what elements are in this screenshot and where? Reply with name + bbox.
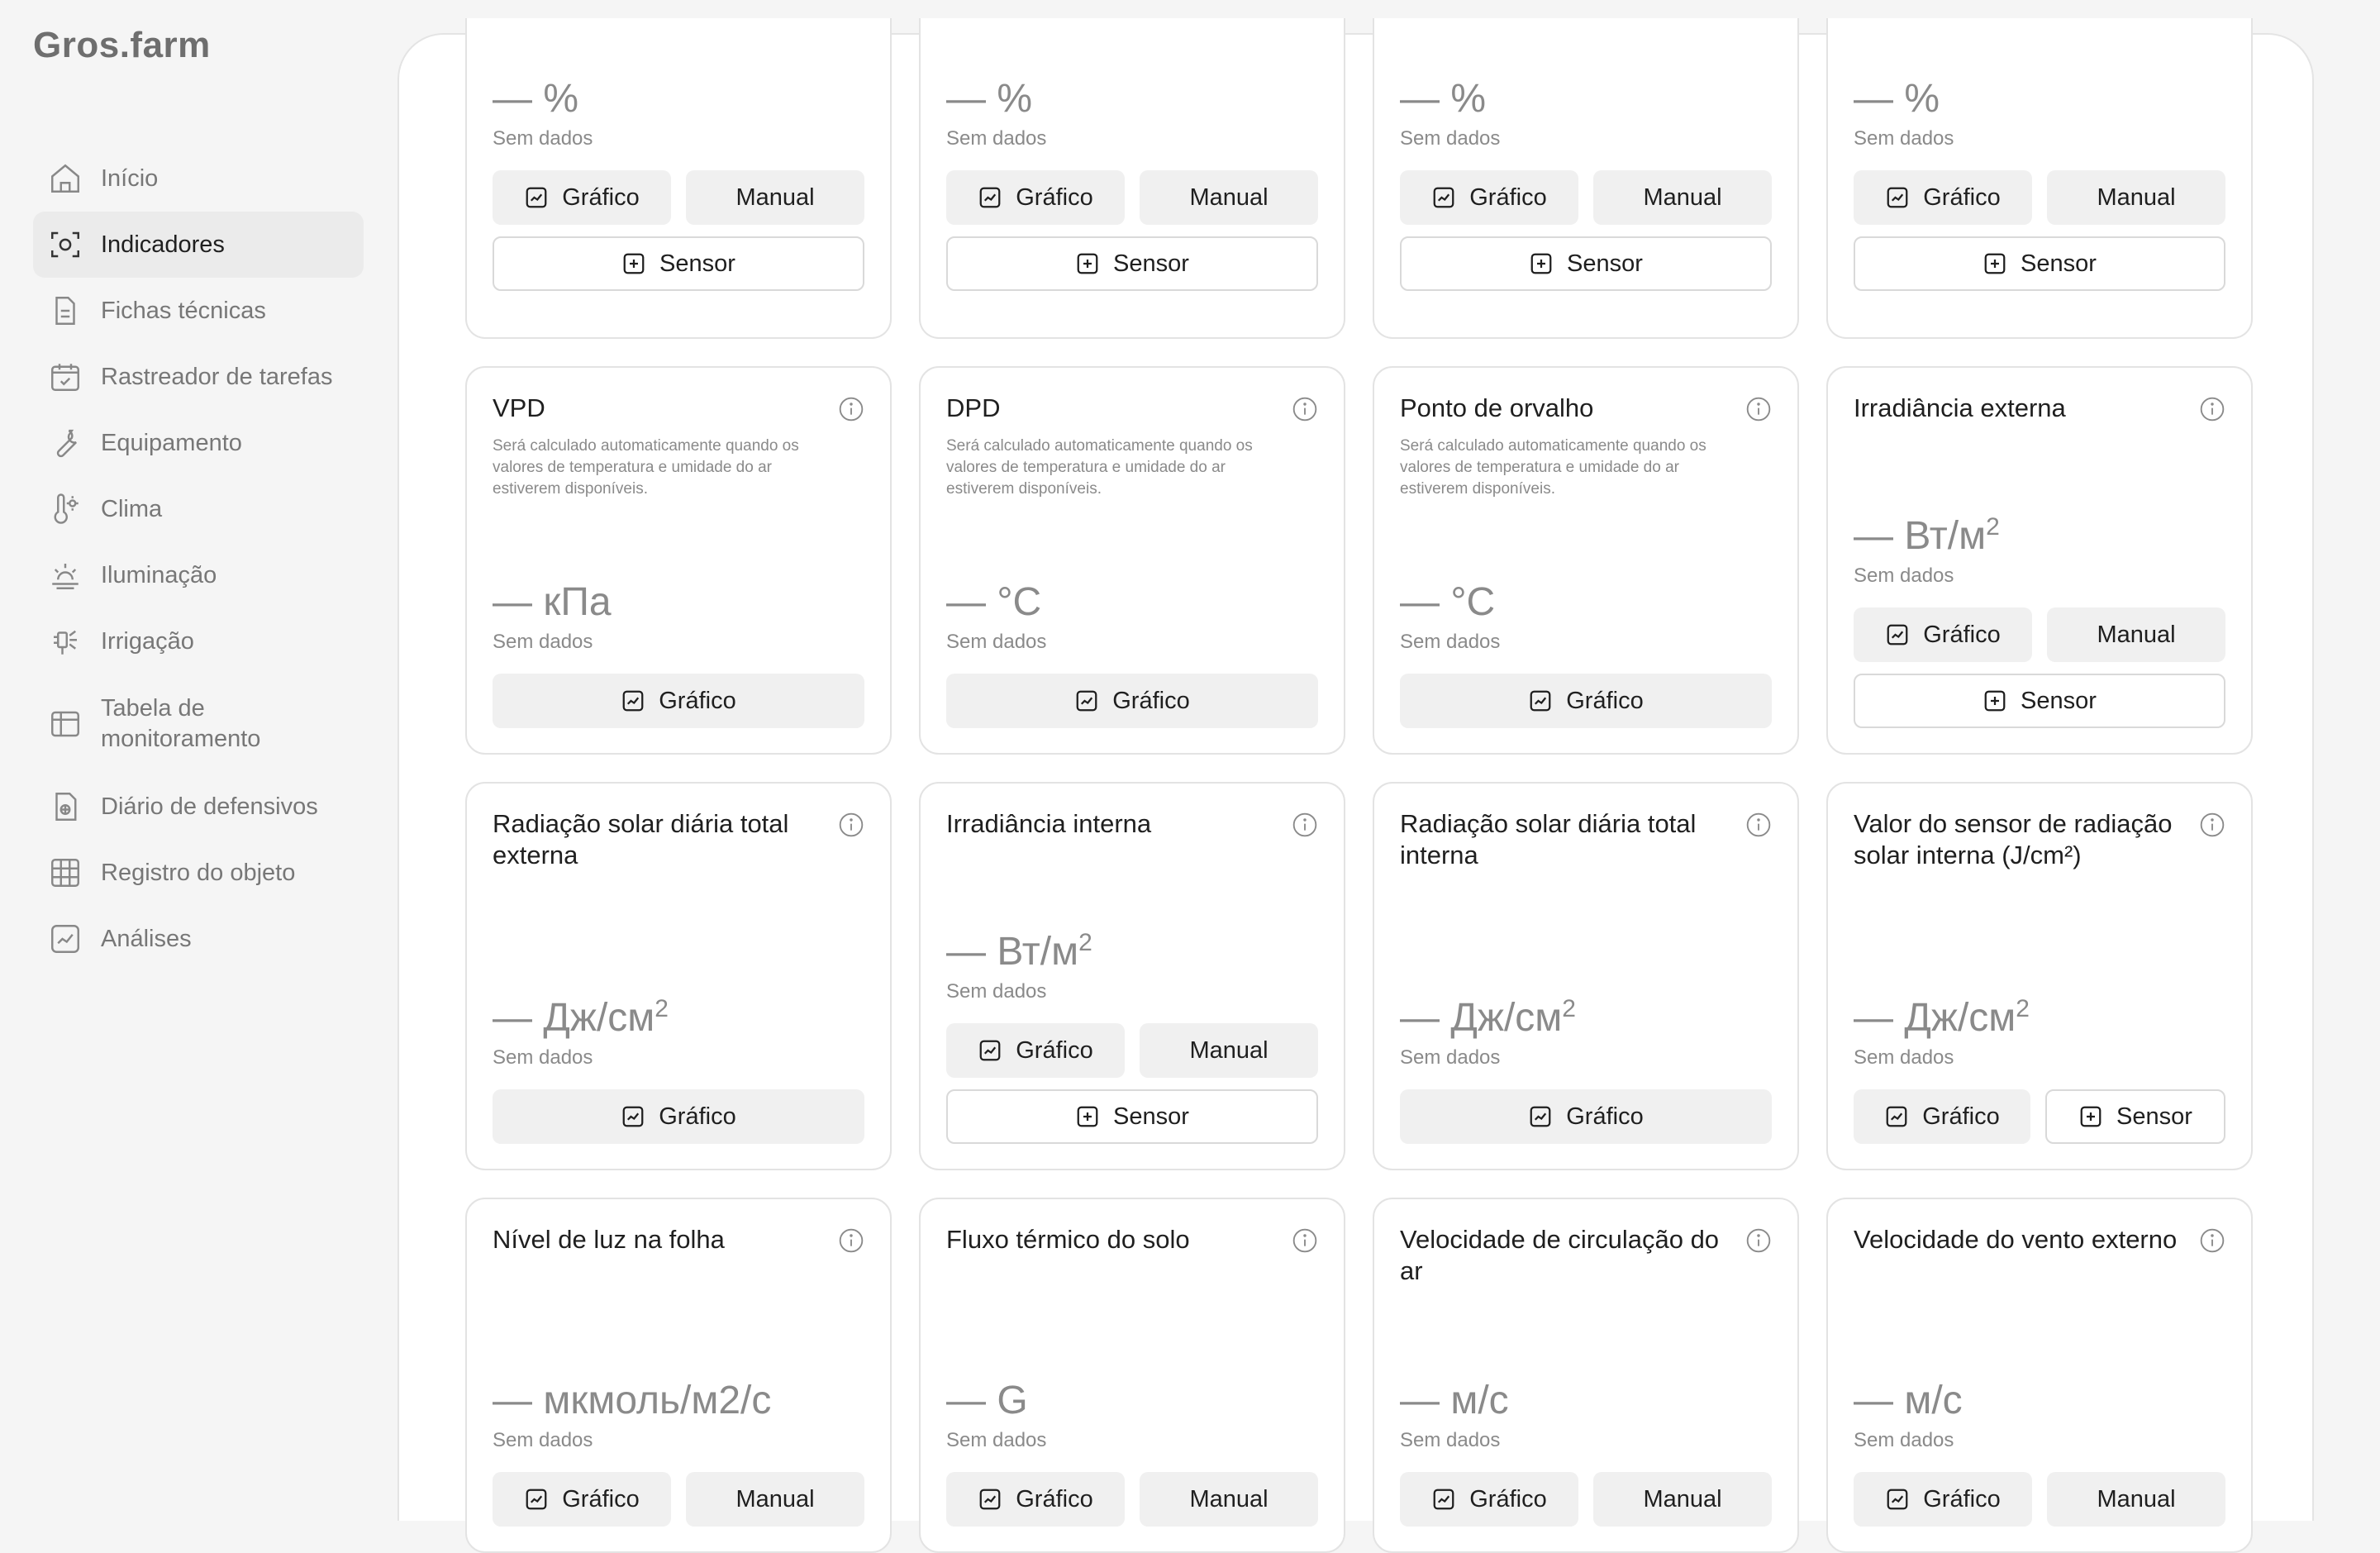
chart-button[interactable] <box>1400 1089 1772 1144</box>
sensor-button-label: Sensor <box>1113 1103 1189 1130</box>
value-text: — Дж/см <box>1400 996 1563 1040</box>
chart-button-label: Gráfico <box>1923 621 2001 648</box>
card-actions <box>946 1472 1318 1527</box>
card-status: Sem dados <box>493 631 593 653</box>
chart-button[interactable] <box>1854 170 2032 225</box>
sidebar-item-label: Clima <box>101 495 163 522</box>
sidebar-item-label: Tabela de monitoramento <box>101 695 261 752</box>
info-icon[interactable] <box>1745 1227 1772 1254</box>
sidebar-item-label: Rastreador de tarefas <box>101 363 333 390</box>
card-value <box>946 929 1318 975</box>
chart-button[interactable] <box>946 1023 1125 1078</box>
sensor-button-label: Sensor <box>659 250 735 277</box>
card-header <box>1854 393 2225 426</box>
manual-button[interactable] <box>1140 170 1318 225</box>
sensor-button[interactable] <box>1854 236 2225 291</box>
card-status: Sem dados <box>1400 127 1501 150</box>
plus-square-icon <box>1075 1104 1100 1129</box>
chart-icon <box>1074 688 1099 713</box>
chart-icon <box>1528 688 1553 713</box>
chart-icon <box>1885 622 1910 647</box>
indicator-card <box>919 1198 1345 1553</box>
card-status: Sem dados <box>946 980 1047 1003</box>
plus-square-icon <box>1983 251 2007 276</box>
value-text: — % <box>1854 77 1940 121</box>
manual-button[interactable] <box>686 170 864 225</box>
manual-button[interactable] <box>1593 170 1772 225</box>
chart-button-label: Gráfico <box>659 1103 736 1130</box>
card-value <box>1854 76 2225 122</box>
card-status: Sem dados <box>946 127 1047 150</box>
card-value <box>946 1378 1318 1424</box>
table-icon <box>48 707 83 741</box>
value-text: — м/с <box>1854 1379 1963 1422</box>
manual-button-label: Manual <box>1643 183 1722 211</box>
sidebar-item-rastreador-de-tarefas[interactable] <box>33 344 364 410</box>
sidebar-item-label: Diário de defensivos <box>101 793 318 820</box>
value-text: — °C <box>946 580 1042 624</box>
value-text: — мкмоль/м2/с <box>493 1379 772 1422</box>
card-title: Radiação solar diária total externa <box>493 809 789 869</box>
sidebar-item-label: Registro do objeto <box>101 859 296 886</box>
card-status: Sem dados <box>946 631 1047 653</box>
chart-button-label: Gráfico <box>1469 183 1547 211</box>
manual-button-label: Manual <box>2097 183 2176 211</box>
card-value <box>1400 1378 1772 1424</box>
card-value <box>1400 76 1772 122</box>
plus-square-icon <box>1075 251 1100 276</box>
manual-button-label: Manual <box>1189 1036 1269 1064</box>
sensor-button-label: Sensor <box>1113 250 1189 277</box>
value-text: — G <box>946 1379 1028 1422</box>
manual-button-label: Manual <box>1189 1485 1269 1513</box>
card-status: Sem dados <box>946 1429 1047 1451</box>
card-title: Fluxo térmico do solo <box>946 1225 1190 1254</box>
sidebar-item-clima[interactable] <box>33 476 364 542</box>
manual-button-label: Manual <box>1189 183 1269 211</box>
chart-button-label: Gráfico <box>1469 1485 1547 1513</box>
card-status: Sem dados <box>1400 1429 1501 1451</box>
info-icon[interactable] <box>2199 812 2225 838</box>
card-header <box>493 393 864 426</box>
indicator-card <box>465 366 892 755</box>
card-actions <box>1400 1472 1772 1527</box>
manual-button-label: Manual <box>2097 621 2176 648</box>
manual-button-label: Manual <box>1643 1485 1722 1513</box>
sidebar-nav <box>33 145 364 972</box>
card-title: Velocidade de circulação do ar <box>1400 1225 1720 1285</box>
card-description: Será calculado automaticamente quando os valores de temperatura e umidade do ar estiverem disponíveis. <box>493 437 799 498</box>
card-title: DPD <box>946 393 1001 422</box>
indicator-card <box>465 1198 892 1553</box>
card-status: Sem dados <box>1400 631 1501 653</box>
value-text: — °C <box>1400 580 1496 624</box>
indicator-card <box>1373 782 1799 1170</box>
value-text: — м/с <box>1400 1379 1509 1422</box>
indicator-grid <box>465 18 2253 1553</box>
home-icon <box>48 161 83 196</box>
unit-exponent: 2 <box>1562 995 1576 1022</box>
indicator-card <box>919 18 1345 339</box>
card-header <box>946 808 1318 841</box>
card-title: Velocidade do vento externo <box>1854 1225 2178 1254</box>
value-text: — Дж/см <box>1854 996 2016 1040</box>
grid-icon <box>48 855 83 890</box>
chart-icon <box>1528 1104 1553 1129</box>
card-status: Sem dados <box>1400 1046 1501 1069</box>
chart-button-label: Gráfico <box>1566 1103 1644 1130</box>
chart-button-label: Gráfico <box>1016 183 1093 211</box>
value-text: — Вт/м <box>946 930 1079 974</box>
plus-square-icon <box>621 251 646 276</box>
indicator-card <box>1826 366 2253 755</box>
card-value <box>493 76 864 122</box>
info-icon[interactable] <box>1745 812 1772 838</box>
sidebar-item-indicadores[interactable] <box>33 212 364 278</box>
card-actions <box>946 170 1318 225</box>
sensor-button-label: Sensor <box>1567 250 1643 277</box>
chart-icon <box>621 688 645 713</box>
info-icon[interactable] <box>1292 812 1318 838</box>
unit-exponent: 2 <box>2016 995 2030 1022</box>
card-title: Irradiância externa <box>1854 393 2066 422</box>
info-icon[interactable] <box>1745 396 1772 422</box>
sidebar-item-tabela-de-monitoramento[interactable] <box>33 674 364 774</box>
sidebar-item-inicio[interactable] <box>33 145 364 212</box>
card-status: Sem dados <box>493 1429 593 1451</box>
chart-icon <box>48 922 83 956</box>
calendar-check-icon <box>48 360 83 394</box>
card-header <box>493 1224 864 1257</box>
sidebar-item-irrigacao[interactable] <box>33 608 364 674</box>
sensor-button-label: Sensor <box>2116 1103 2192 1130</box>
manual-button-label: Manual <box>735 183 815 211</box>
manual-button[interactable] <box>686 1472 864 1527</box>
manual-button[interactable] <box>2047 607 2225 662</box>
card-header <box>1400 1224 1772 1287</box>
unit-exponent: 2 <box>654 995 669 1022</box>
info-icon[interactable] <box>2199 396 2225 422</box>
card-status: Sem dados <box>493 127 593 150</box>
unit-exponent: 2 <box>1078 929 1092 956</box>
indicator-card <box>1373 1198 1799 1553</box>
indicator-card <box>1373 18 1799 339</box>
card-value <box>946 579 1318 626</box>
sensor-button[interactable] <box>946 1089 1318 1144</box>
chart-button-label: Gráfico <box>1112 687 1190 714</box>
sensor-button[interactable] <box>493 236 864 291</box>
info-icon[interactable] <box>2199 1227 2225 1254</box>
indicator-card <box>919 366 1345 755</box>
chart-icon <box>1885 185 1910 210</box>
card-actions <box>1854 170 2225 225</box>
manual-button-label: Manual <box>2097 1485 2176 1513</box>
chart-icon <box>1431 185 1456 210</box>
indicator-card <box>1826 782 2253 1170</box>
value-text: — кПа <box>493 580 612 624</box>
main-panel <box>397 33 2314 1521</box>
thermometer-sun-icon <box>48 492 83 526</box>
indicator-card <box>1826 1198 2253 1553</box>
manual-button-label: Manual <box>735 1485 815 1513</box>
card-actions <box>493 170 864 225</box>
sidebar-item-label: Fichas técnicas <box>101 297 266 324</box>
sidebar-item-registro-do-objeto[interactable] <box>33 840 364 906</box>
chart-button-label: Gráfico <box>1923 1485 2001 1513</box>
card-actions <box>1854 1472 2225 1527</box>
chart-button[interactable] <box>1854 607 2032 662</box>
card-actions <box>1400 170 1772 225</box>
indicator-card <box>465 18 892 339</box>
card-actions <box>493 1472 864 1527</box>
sidebar-item-label: Iluminação <box>101 561 217 588</box>
sidebar-item-equipamento[interactable] <box>33 410 364 476</box>
sidebar-item-label: Análises <box>101 925 192 952</box>
sidebar-item-label: Indicadores <box>101 231 225 258</box>
card-status: Sem dados <box>1854 127 1954 150</box>
info-icon[interactable] <box>838 812 864 838</box>
chart-button-label: Gráfico <box>1016 1485 1093 1513</box>
chart-button[interactable] <box>1854 1089 2030 1144</box>
manual-button[interactable] <box>2047 170 2225 225</box>
chart-button[interactable] <box>1400 170 1578 225</box>
sensor-button-label: Sensor <box>2021 250 2097 277</box>
card-title: Radiação solar diária total interna <box>1400 809 1697 869</box>
chart-icon <box>524 185 549 210</box>
value-text: — % <box>493 77 579 121</box>
chart-button-label: Gráfico <box>562 1485 640 1513</box>
card-title: Ponto de orvalho <box>1400 393 1594 422</box>
card-value <box>493 1378 864 1424</box>
unit-exponent: 2 <box>1986 513 2000 541</box>
sensor-button-label: Sensor <box>2021 687 2097 714</box>
info-icon[interactable] <box>1292 1227 1318 1254</box>
card-status: Sem dados <box>1854 565 1954 587</box>
chart-button-label: Gráfico <box>659 687 736 714</box>
card-title: Valor do sensor de radiação solar interna (J/cm²) <box>1854 809 2173 869</box>
card-value <box>1854 1378 2225 1424</box>
card-header <box>1854 1224 2225 1257</box>
card-value <box>1854 513 2225 560</box>
chart-button[interactable] <box>493 674 864 728</box>
card-status: Sem dados <box>1854 1046 1954 1069</box>
manual-button[interactable] <box>1140 1023 1318 1078</box>
value-text: — % <box>946 77 1033 121</box>
card-title: VPD <box>493 393 545 422</box>
sensor-button[interactable] <box>1854 674 2225 728</box>
card-value <box>1400 995 1772 1041</box>
card-title: Nível de luz na folha <box>493 1225 725 1254</box>
value-text: — % <box>1400 77 1487 121</box>
chart-button[interactable] <box>946 170 1125 225</box>
indicator-card <box>465 782 892 1170</box>
chart-icon <box>978 185 1002 210</box>
app-logo[interactable]: Gros.farm <box>33 25 211 65</box>
card-header <box>946 393 1318 426</box>
chart-button-label: Gráfico <box>562 183 640 211</box>
manual-button[interactable] <box>2047 1472 2225 1527</box>
chart-button[interactable] <box>1400 674 1772 728</box>
journal-icon <box>48 789 83 824</box>
indicator-card <box>919 782 1345 1170</box>
card-value <box>946 76 1318 122</box>
sensor-button[interactable] <box>946 236 1318 291</box>
sidebar-item-label: Equipamento <box>101 429 242 456</box>
sprinkler-icon <box>48 624 83 659</box>
sidebar-item-iluminacao[interactable] <box>33 542 364 608</box>
chart-icon <box>978 1038 1002 1063</box>
info-icon[interactable] <box>838 1227 864 1254</box>
info-icon[interactable] <box>1292 396 1318 422</box>
chart-icon <box>1885 1487 1910 1512</box>
sidebar-item-fichas-tecnicas[interactable] <box>33 278 364 344</box>
sidebar-item-diario-de-defensivos[interactable] <box>33 774 364 840</box>
card-status: Sem dados <box>1854 1429 1954 1451</box>
sidebar-item-label: Irrigação <box>101 627 194 655</box>
document-icon <box>48 293 83 328</box>
sunrise-icon <box>48 558 83 593</box>
chart-button[interactable] <box>493 170 671 225</box>
card-header <box>1400 393 1772 426</box>
chart-button-label: Gráfico <box>1566 687 1644 714</box>
chart-icon <box>1431 1487 1456 1512</box>
chart-icon <box>524 1487 549 1512</box>
chart-button[interactable] <box>1854 1472 2032 1527</box>
chart-button[interactable] <box>946 1472 1125 1527</box>
indicators-icon <box>48 227 83 262</box>
card-actions <box>946 1023 1318 1078</box>
card-value <box>493 579 864 626</box>
plus-square-icon <box>1983 688 2007 713</box>
card-actions <box>1854 607 2225 662</box>
card-description: Será calculado automaticamente quando os valores de temperatura e umidade do ar estiverem disponíveis. <box>1400 437 1706 498</box>
chart-button[interactable] <box>493 1089 864 1144</box>
card-header <box>493 808 864 871</box>
chart-icon <box>978 1487 1002 1512</box>
chart-button[interactable] <box>946 674 1318 728</box>
chart-button[interactable] <box>493 1472 671 1527</box>
card-header <box>1400 808 1772 871</box>
card-value <box>1400 579 1772 626</box>
card-description: Será calculado automaticamente quando os valores de temperatura e umidade do ar estiverem disponíveis. <box>946 437 1253 498</box>
indicator-card <box>1373 366 1799 755</box>
card-value <box>1854 995 2225 1041</box>
value-text: — Дж/см <box>493 996 655 1040</box>
wrench-icon <box>48 426 83 460</box>
chart-button-label: Gráfico <box>1922 1103 2000 1130</box>
info-icon[interactable] <box>838 396 864 422</box>
card-actions <box>1854 1089 2225 1144</box>
indicator-card <box>1826 18 2253 339</box>
manual-button[interactable] <box>1140 1472 1318 1527</box>
sidebar-item-analises[interactable] <box>33 906 364 972</box>
plus-square-icon <box>2078 1104 2103 1129</box>
card-title: Irradiância interna <box>946 809 1152 838</box>
chart-icon <box>1884 1104 1909 1129</box>
sensor-button[interactable] <box>1400 236 1772 291</box>
value-text: — Вт/м <box>1854 514 1987 558</box>
chart-button-label: Gráfico <box>1923 183 2001 211</box>
manual-button[interactable] <box>1593 1472 1772 1527</box>
card-header <box>1854 808 2225 871</box>
plus-square-icon <box>1529 251 1554 276</box>
card-status: Sem dados <box>493 1046 593 1069</box>
chart-button[interactable] <box>1400 1472 1578 1527</box>
sensor-button[interactable] <box>2045 1089 2225 1144</box>
chart-icon <box>621 1104 645 1129</box>
sidebar-item-label: Início <box>101 164 159 192</box>
card-header <box>946 1224 1318 1257</box>
card-value <box>493 995 864 1041</box>
chart-button-label: Gráfico <box>1016 1036 1093 1064</box>
